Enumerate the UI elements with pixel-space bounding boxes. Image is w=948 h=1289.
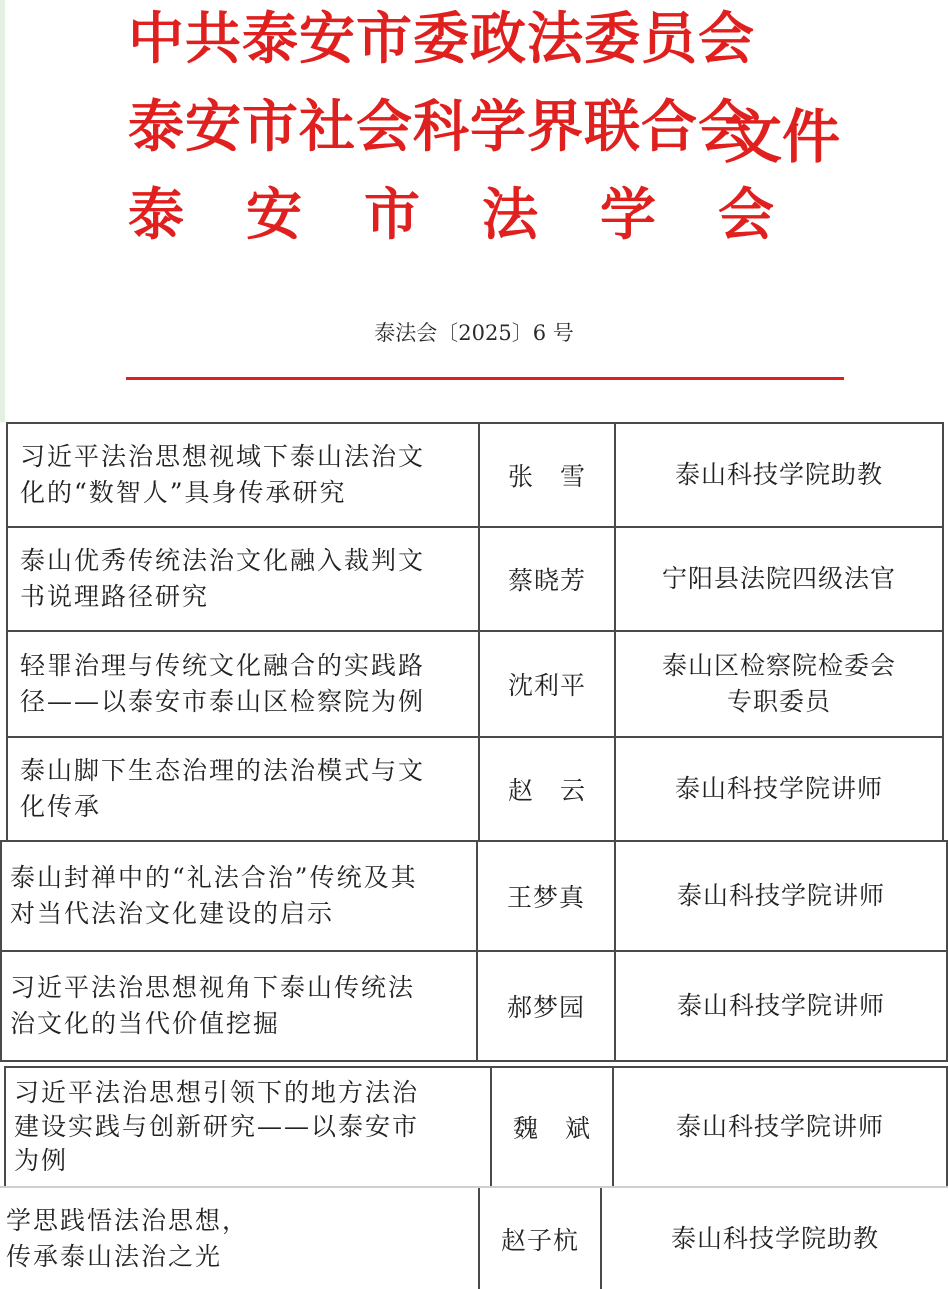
- paper-title: [2, 842, 476, 950]
- author-affiliation: [600, 1188, 948, 1289]
- document-header: [0, 0, 948, 422]
- paper-title-line: 习近平法治思想引领下的地方法治: [14, 1078, 420, 1107]
- author-name: 赵子杭: [478, 1188, 600, 1289]
- affiliation-line: 泰山科技学院讲师: [676, 881, 885, 910]
- paper-title-line: 学思践悟法治思想，: [6, 1205, 250, 1235]
- document-type-label: 文件: [724, 103, 841, 171]
- left-edge-strip: [0, 0, 5, 422]
- table-row: [0, 840, 948, 952]
- affiliation-line: 专职委员: [726, 687, 831, 716]
- author-name: 沈利平: [478, 632, 614, 736]
- paper-title-line: 习近平法治思想视角下泰山传统法: [10, 973, 416, 1002]
- author-affiliation: [612, 1068, 946, 1186]
- author-affiliation: [614, 528, 942, 630]
- paper-title: [8, 424, 478, 526]
- table-row: [6, 526, 944, 632]
- affiliation-line: 泰山区检察院检委会: [661, 651, 896, 680]
- paper-title-line: 化传承: [20, 792, 102, 821]
- paper-title: [2, 952, 476, 1060]
- affiliation-line: 泰山科技学院讲师: [674, 774, 883, 803]
- paper-title: [8, 738, 478, 840]
- author-name: 蔡晓芳: [478, 528, 614, 630]
- affiliation-line: 宁阳县法院四级法官: [661, 564, 896, 593]
- issuer-line-1: 中共泰安市委政法委员会: [128, 7, 755, 72]
- paper-title-line: 泰山脚下生态治理的法治模式与文: [20, 756, 426, 785]
- paper-title-line: 为例: [14, 1146, 69, 1175]
- affiliation-line: 泰山科技学院讲师: [676, 991, 885, 1020]
- author-affiliation: [614, 424, 942, 526]
- affiliation-line: 泰山科技学院助教: [670, 1223, 879, 1253]
- paper-title: [6, 1068, 490, 1186]
- paper-title-line: 书说理路径研究: [20, 582, 210, 611]
- paper-title: [8, 632, 478, 736]
- paper-title-line: 习近平法治思想视域下泰山法治文: [20, 442, 426, 471]
- paper-title-line: 化的“数智人”具身传承研究: [20, 478, 347, 507]
- paper-title-line: 建设实践与创新研究——以泰安市: [14, 1112, 420, 1141]
- table-row: [6, 736, 944, 840]
- paper-title: [0, 1188, 478, 1289]
- issuer-line-3: 泰安市法学会: [128, 183, 836, 248]
- paper-title-line: 传承泰山法治之光: [6, 1241, 223, 1271]
- author-affiliation: [614, 738, 942, 840]
- paper-title-line: 轻罪治理与传统文化融合的实践路: [20, 651, 426, 680]
- issuer-line-2: 泰安市社会科学界联合会: [128, 95, 755, 160]
- table-row: [6, 422, 944, 528]
- author-name: 张 雪: [478, 424, 614, 526]
- paper-title-line: 治文化的当代价值挖掘: [10, 1009, 281, 1038]
- author-name: 郝梦园: [476, 952, 614, 1060]
- author-affiliation: [614, 632, 942, 736]
- affiliation-line: 泰山科技学院助教: [674, 460, 883, 489]
- paper-title: [8, 528, 478, 630]
- results-table: [0, 422, 948, 1289]
- red-divider-line: [126, 377, 844, 380]
- paper-title-line: 泰山封禅中的“礼法合治”传统及其: [10, 863, 418, 892]
- author-name: 王梦真: [476, 842, 614, 950]
- paper-title-line: 径——以泰安市泰山区检察院为例: [20, 687, 426, 716]
- author-name: 赵 云: [478, 738, 614, 840]
- paper-title-line: 泰山优秀传统法治文化融入裁判文: [20, 546, 426, 575]
- author-affiliation: [614, 842, 946, 950]
- author-name: 魏 斌: [490, 1068, 612, 1186]
- affiliation-line: 泰山科技学院讲师: [675, 1112, 884, 1141]
- table-row: [6, 630, 944, 738]
- table-row: [0, 1186, 948, 1289]
- document-number: 泰法会〔2025〕6 号: [374, 321, 574, 345]
- table-row: [4, 1066, 948, 1188]
- table-row: [0, 950, 948, 1062]
- author-affiliation: [614, 952, 946, 1060]
- paper-title-line: 对当代法治文化建设的启示: [10, 899, 335, 928]
